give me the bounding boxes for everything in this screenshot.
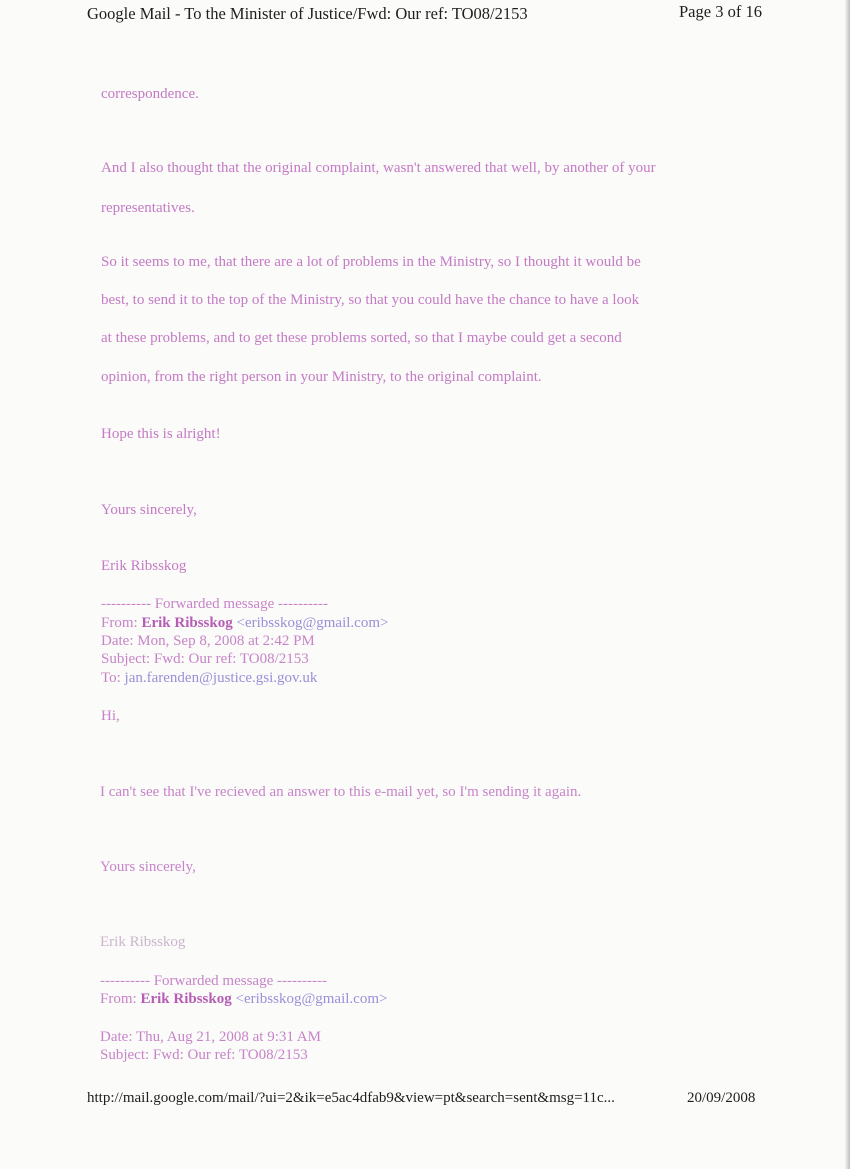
forwarded-from — [101, 615, 388, 632]
greeting-line: Hi, — [101, 708, 120, 724]
forwarded-to — [101, 670, 317, 687]
forwarded-date: Date: Thu, Aug 21, 2008 at 9:31 AM — [100, 1029, 321, 1045]
to-label: To: — [101, 670, 125, 686]
body-line: best, to send it to the top of the Ministry, so that you could have the chance to have a look — [101, 292, 640, 308]
from-email-close: > — [380, 615, 389, 631]
page-edge — [844, 0, 850, 1169]
forwarded-from — [100, 991, 387, 1008]
body-line: correspondence. — [101, 86, 199, 102]
from-email-open: < — [231, 991, 244, 1007]
from-label: From: — [100, 991, 141, 1007]
body-line: at these problems, and to get these problems sorted, so that I maybe could get a second — [101, 330, 622, 346]
print-header-title: Google Mail - To the Minister of Justice/Fwd: Our ref: TO08/2153 — [87, 4, 528, 23]
closing-line: Yours sincerely, — [100, 859, 196, 875]
forwarded-separator: ---------- Forwarded message ---------- — [100, 973, 327, 989]
print-footer-date: 20/09/2008 — [687, 1090, 756, 1106]
from-email-close: > — [379, 991, 388, 1007]
from-email-open: < — [232, 615, 245, 631]
from-label: From: — [101, 615, 142, 631]
to-email-link[interactable]: jan.farenden@justice.gsi.gov.uk — [124, 670, 318, 686]
print-footer-url: http://mail.google.com/mail/?ui=2&ik=e5ac4dfab9&view=pt&search=sent&msg=11c... — [87, 1090, 615, 1106]
forwarded-date: Date: Mon, Sep 8, 2008 at 2:42 PM — [101, 633, 315, 649]
forwarded-subject: Subject: Fwd: Our ref: TO08/2153 — [101, 651, 309, 667]
body-line: And I also thought that the original complaint, wasn't answered that well, by another of your — [101, 160, 656, 176]
from-email-link[interactable]: eribsskog@gmail.com — [244, 615, 380, 631]
page-number: Page 3 of 16 — [679, 2, 762, 21]
body-line: opinion, from the right person in your Ministry, to the original complaint. — [101, 369, 542, 385]
from-name: Erik Ribsskog — [141, 615, 233, 631]
from-email-link[interactable]: eribsskog@gmail.com — [243, 991, 379, 1007]
body-line: So it seems to me, that there are a lot of problems in the Ministry, so I thought it would be — [101, 254, 641, 270]
signature-line: Erik Ribsskog — [100, 934, 186, 950]
from-name: Erik Ribsskog — [140, 991, 232, 1007]
message-body-line: I can't see that I've recieved an answer to this e-mail yet, so I'm sending it again. — [100, 784, 582, 800]
signature-line: Erik Ribsskog — [101, 558, 187, 574]
body-line: Hope this is alright! — [101, 426, 221, 442]
closing-line: Yours sincerely, — [101, 502, 197, 518]
forwarded-subject: Subject: Fwd: Our ref: TO08/2153 — [100, 1047, 308, 1063]
forwarded-separator: ---------- Forwarded message ---------- — [101, 596, 328, 612]
body-line: representatives. — [101, 200, 195, 216]
